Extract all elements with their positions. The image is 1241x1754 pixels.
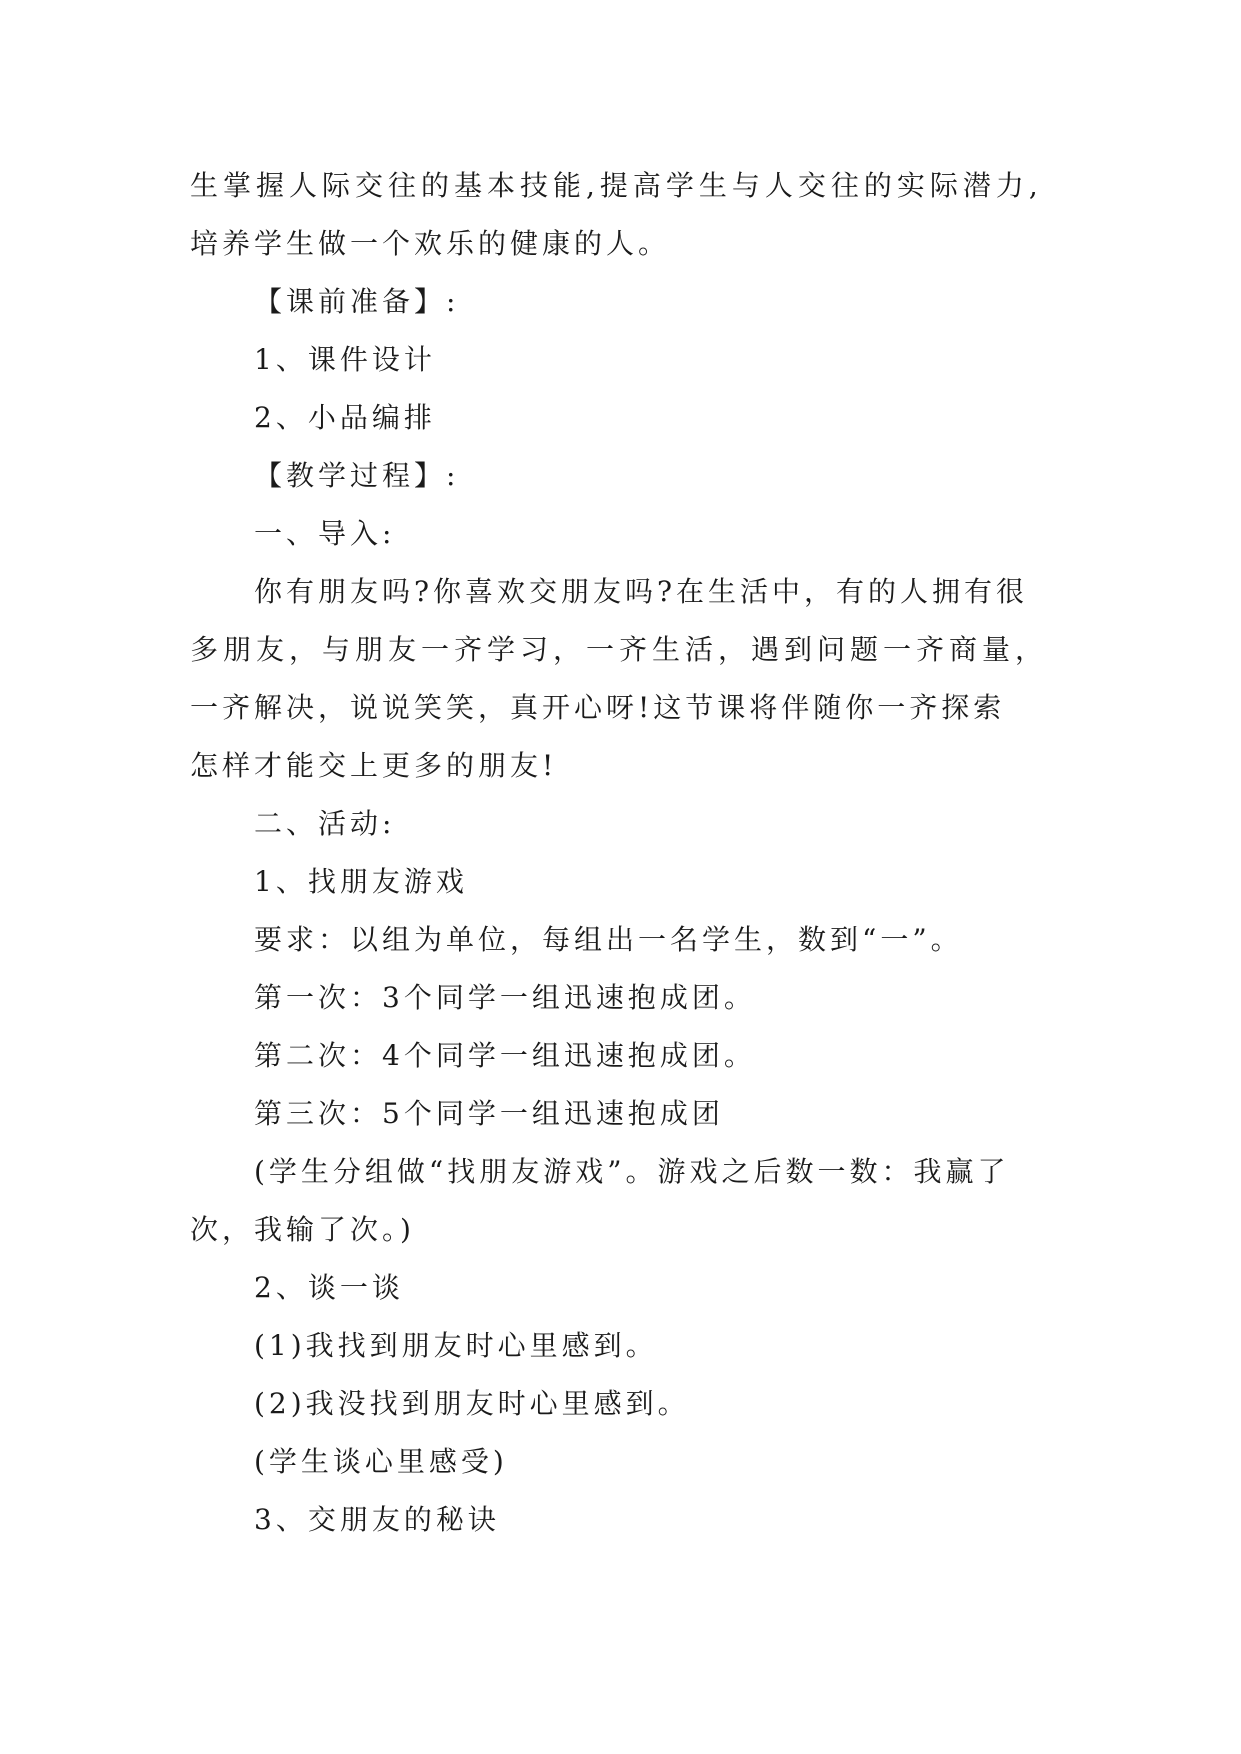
list-item: 1、找朋友游戏: [254, 865, 468, 898]
paragraph-line: 第三次：5个同学一组迅速抱成团: [254, 1097, 724, 1130]
paragraph-line: 培养学生做一个欢乐的健康的人。: [190, 227, 671, 260]
paragraph-line: 怎样才能交上更多的朋友!: [190, 749, 558, 782]
list-item: 3、交朋友的秘诀: [254, 1503, 500, 1536]
paragraph-line: (学生谈心里感受): [254, 1445, 508, 1478]
paragraph-line: 第一次：3个同学一组迅速抱成团。: [254, 981, 756, 1014]
paragraph-line: 生掌握人际交往的基本技能,提高学生与人交往的实际潜力,: [190, 169, 1043, 202]
paragraph-line: 你有朋友吗?你喜欢交朋友吗?在生活中，有的人拥有很: [254, 575, 1029, 608]
subsection-heading: 一、导入:: [254, 517, 396, 550]
paragraph-line: 多朋友，与朋友一齐学习，一齐生活，遇到问题一齐商量，: [190, 633, 1049, 666]
paragraph-line: 一齐解决，说说笑笑，真开心呀!这节课将伴随你一齐探索: [190, 691, 1006, 724]
list-item: 2、谈一谈: [254, 1271, 404, 1304]
subsection-heading: 二、活动:: [254, 807, 396, 840]
paragraph-line: 要求：以组为单位，每组出一名学生，数到“一”。: [254, 923, 963, 956]
section-heading: 【教学过程】:: [254, 459, 460, 492]
list-item: 1、课件设计: [254, 343, 436, 376]
paragraph-line: (1)我找到朋友时心里感到。: [254, 1329, 658, 1362]
paragraph-line: 第二次：4个同学一组迅速抱成团。: [254, 1039, 756, 1072]
section-heading: 【课前准备】:: [254, 285, 460, 318]
paragraph-line: 次，我输了次。): [190, 1213, 415, 1246]
paragraph-line: (学生分组做“找朋友游戏”。游戏之后数一数：我赢了: [254, 1155, 1010, 1188]
paragraph-line: (2)我没找到朋友时心里感到。: [254, 1387, 690, 1420]
list-item: 2、小品编排: [254, 401, 436, 434]
